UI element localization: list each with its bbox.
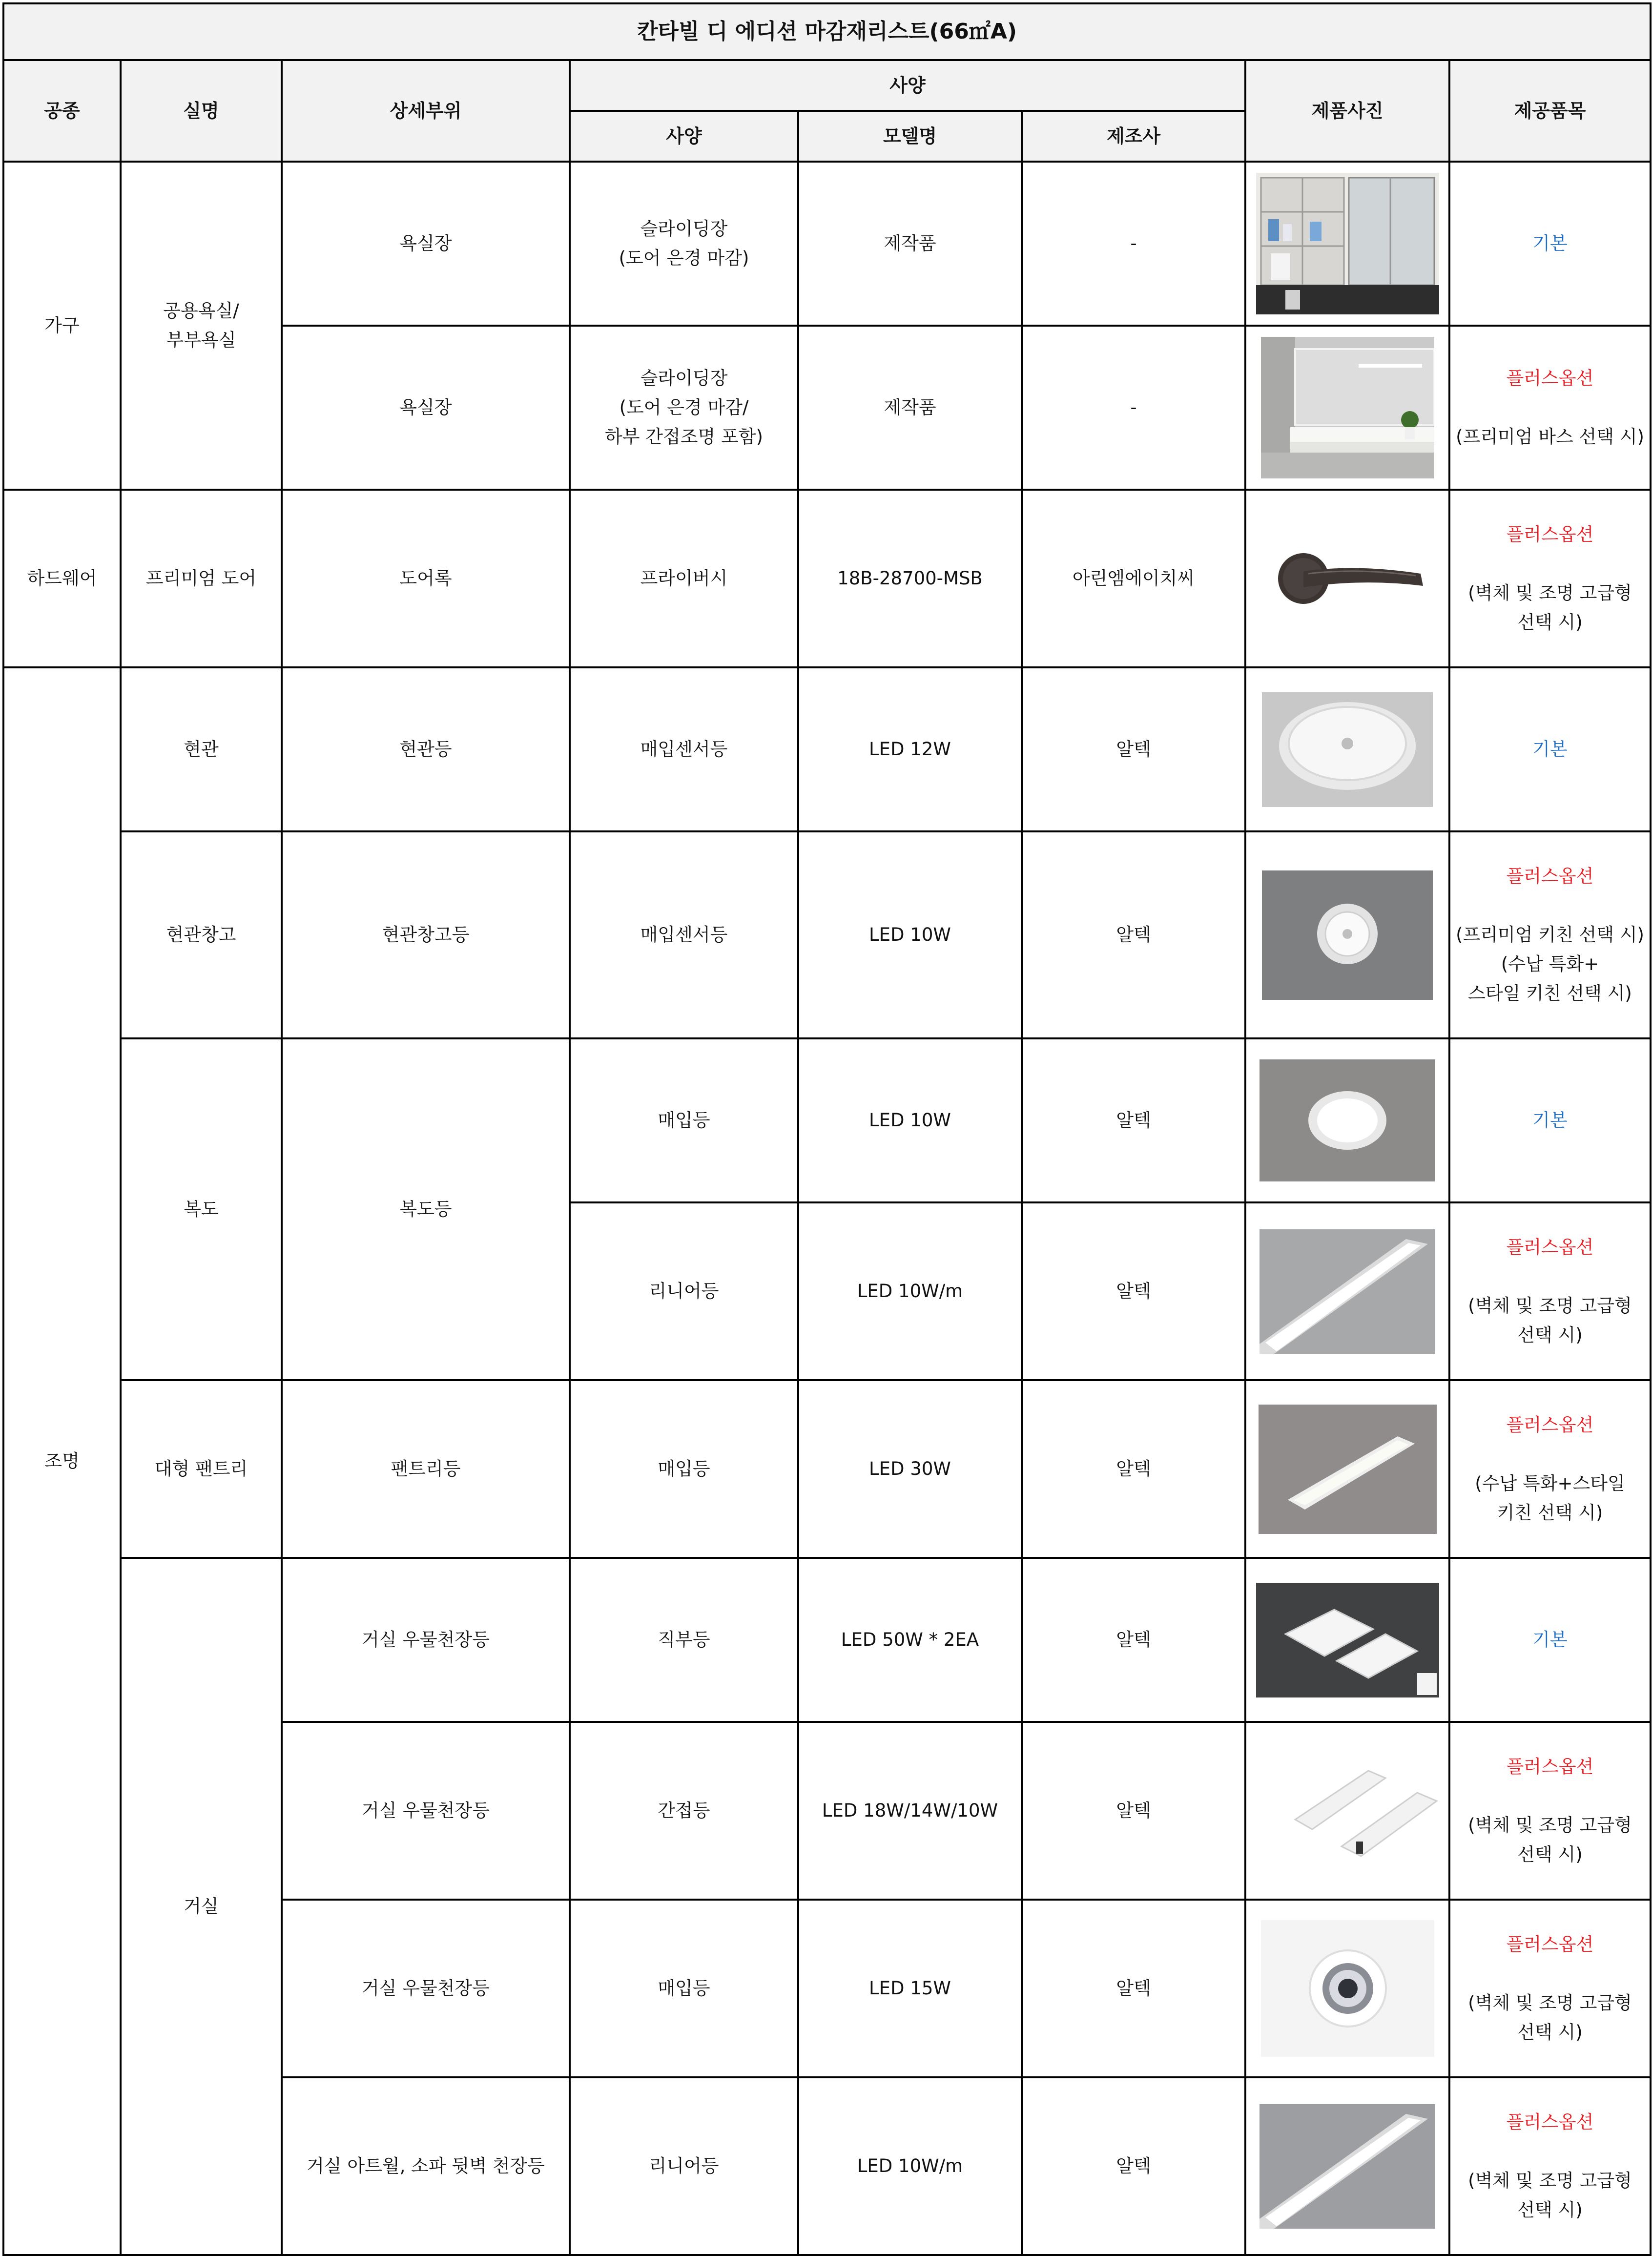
spec-cell: 매입등	[570, 1900, 798, 2077]
provision-label: 플러스옵션	[1506, 1414, 1594, 1435]
maker-cell: 알텍	[1022, 1380, 1245, 1558]
room-bath: 공용욕실/ 부부욕실	[121, 162, 282, 490]
provision-label: 플러스옵션	[1506, 2111, 1594, 2132]
spec-cell: 매입센서등	[570, 667, 798, 831]
spec-cell: 직부등	[570, 1558, 798, 1722]
door-lever-photo	[1260, 530, 1435, 627]
recessed-spot-photo	[1261, 1920, 1434, 2057]
provision-note: (벽체 및 조명 고급형 선택 시)	[1468, 1992, 1632, 2043]
detail-cell: 거실 우물천장등	[282, 1722, 570, 1900]
indirect-light-bar-photo	[1256, 1756, 1439, 1866]
provision-label: 플러스옵션	[1506, 1237, 1594, 1258]
provision-label: 플러스옵션	[1506, 368, 1594, 389]
spec-cell: 슬라이딩장 (도어 은경 마감)	[570, 162, 798, 326]
table-row	[3, 831, 1651, 1038]
provision-note: (벽체 및 조명 고급형 선택 시)	[1468, 582, 1632, 633]
provision-label: 플러스옵션	[1506, 866, 1594, 887]
provision-label: 기본	[1532, 233, 1568, 254]
table-row	[3, 667, 1651, 831]
table-row	[3, 162, 1651, 326]
group-furniture: 가구	[3, 162, 121, 490]
double-panel-light-photo	[1256, 1583, 1439, 1697]
model-cell: 제작품	[798, 162, 1022, 326]
page-title: 칸타빌 디 에디션 마감재리스트(66㎡A)	[3, 3, 1651, 60]
detail-cell: 현관등	[282, 667, 570, 831]
maker-cell: 아린엠에이치씨	[1022, 490, 1245, 667]
room-pantry: 대형 팬트리	[121, 1380, 282, 1558]
sensor-light-photo	[1262, 692, 1433, 807]
detail-cell: 도어록	[282, 490, 570, 667]
maker-cell: 알텍	[1022, 2077, 1245, 2255]
group-hardware: 하드웨어	[3, 490, 121, 667]
downlight-photo	[1260, 1059, 1435, 1181]
spec-cell: 매입등	[570, 1038, 798, 1202]
table-row	[3, 1558, 1651, 1722]
model-cell: LED 12W	[798, 667, 1022, 831]
maker-cell: 알텍	[1022, 831, 1245, 1038]
room-entrance: 현관	[121, 667, 282, 831]
detail-cell: 욕실장	[282, 326, 570, 490]
spec-cell: 프라이버시	[570, 490, 798, 667]
header-trade: 공종	[3, 60, 121, 162]
group-lighting: 조명	[3, 667, 121, 2255]
provision-note: (벽체 및 조명 고급형 선택 시)	[1468, 2170, 1632, 2220]
model-cell: 제작품	[798, 326, 1022, 490]
model-cell: LED 10W	[798, 1038, 1022, 1202]
maker-cell: -	[1022, 326, 1245, 490]
maker-cell: 알텍	[1022, 1038, 1245, 1202]
room-living: 거실	[121, 1558, 282, 2255]
maker-cell: 알텍	[1022, 667, 1245, 831]
model-cell: LED 18W/14W/10W	[798, 1722, 1022, 1900]
table-row	[3, 490, 1651, 667]
bathroom-cabinet-photo	[1256, 173, 1439, 314]
room-entrance-storage: 현관창고	[121, 831, 282, 1038]
table-row	[3, 1038, 1651, 1202]
header-provision: 제공품목	[1449, 60, 1651, 162]
detail-cell: 복도등	[282, 1038, 570, 1380]
model-cell: LED 10W/m	[798, 1202, 1022, 1380]
detail-cell: 거실 우물천장등	[282, 1900, 570, 2077]
provision-label: 플러스옵션	[1506, 1756, 1594, 1777]
provision-note: (벽체 및 조명 고급형 선택 시)	[1468, 1815, 1632, 1865]
detail-cell: 욕실장	[282, 162, 570, 326]
model-cell: LED 10W	[798, 831, 1022, 1038]
maker-cell: 알텍	[1022, 1202, 1245, 1380]
spec-cell: 매입등	[570, 1380, 798, 1558]
maker-cell: 알텍	[1022, 1722, 1245, 1900]
header-detail: 상세부위	[282, 60, 570, 162]
detail-cell: 거실 아트월, 소파 뒷벽 천장등	[282, 2077, 570, 2255]
provision-note: (프리미엄 바스 선택 시)	[1456, 426, 1644, 447]
maker-cell: 알텍	[1022, 1900, 1245, 2077]
provision-label: 플러스옵션	[1506, 524, 1594, 545]
provision-note: (프리미엄 키친 선택 시) (수납 특화+ 스타일 키친 선택 시)	[1456, 924, 1644, 1004]
header-room: 실명	[121, 60, 282, 162]
spec-cell: 매입센서등	[570, 831, 798, 1038]
header-maker: 제조사	[1022, 111, 1245, 162]
spec-cell: 리니어등	[570, 1202, 798, 1380]
detail-cell: 팬트리등	[282, 1380, 570, 1558]
mirror-cabinet-photo	[1261, 337, 1434, 478]
spec-cell: 간접등	[570, 1722, 798, 1900]
provision-label: 기본	[1532, 1629, 1568, 1650]
panel-light-photo	[1259, 1405, 1437, 1534]
maker-cell: 알텍	[1022, 1558, 1245, 1722]
model-cell: 18B-28700-MSB	[798, 490, 1022, 667]
model-cell: LED 50W * 2EA	[798, 1558, 1022, 1722]
provision-note: (벽체 및 조명 고급형 선택 시)	[1468, 1295, 1632, 1345]
header-spec: 사양	[570, 111, 798, 162]
model-cell: LED 10W/m	[798, 2077, 1022, 2255]
linear-light-photo	[1260, 2104, 1435, 2229]
detail-cell: 현관창고등	[282, 831, 570, 1038]
detail-cell: 거실 우물천장등	[282, 1558, 570, 1722]
room-hallway: 복도	[121, 1038, 282, 1380]
small-sensor-light-photo	[1262, 870, 1433, 1000]
header-model: 모델명	[798, 111, 1022, 162]
provision-label: 플러스옵션	[1506, 1934, 1594, 1955]
provision-note: (수납 특화+스타일 키친 선택 시)	[1475, 1473, 1625, 1523]
model-cell: LED 15W	[798, 1900, 1022, 2077]
maker-cell: -	[1022, 162, 1245, 326]
table-row	[3, 1380, 1651, 1558]
spec-cell: 슬라이딩장 (도어 은경 마감/ 하부 간접조명 포함)	[570, 326, 798, 490]
header-photo: 제품사진	[1245, 60, 1449, 162]
linear-light-photo	[1260, 1229, 1435, 1354]
provision-label: 기본	[1532, 1110, 1568, 1131]
spec-cell: 리니어등	[570, 2077, 798, 2255]
finish-list-table	[2, 2, 1652, 2256]
room-premium-door: 프리미엄 도어	[121, 490, 282, 667]
header-spec-group: 사양	[570, 60, 1245, 111]
provision-label: 기본	[1532, 739, 1568, 760]
model-cell: LED 30W	[798, 1380, 1022, 1558]
